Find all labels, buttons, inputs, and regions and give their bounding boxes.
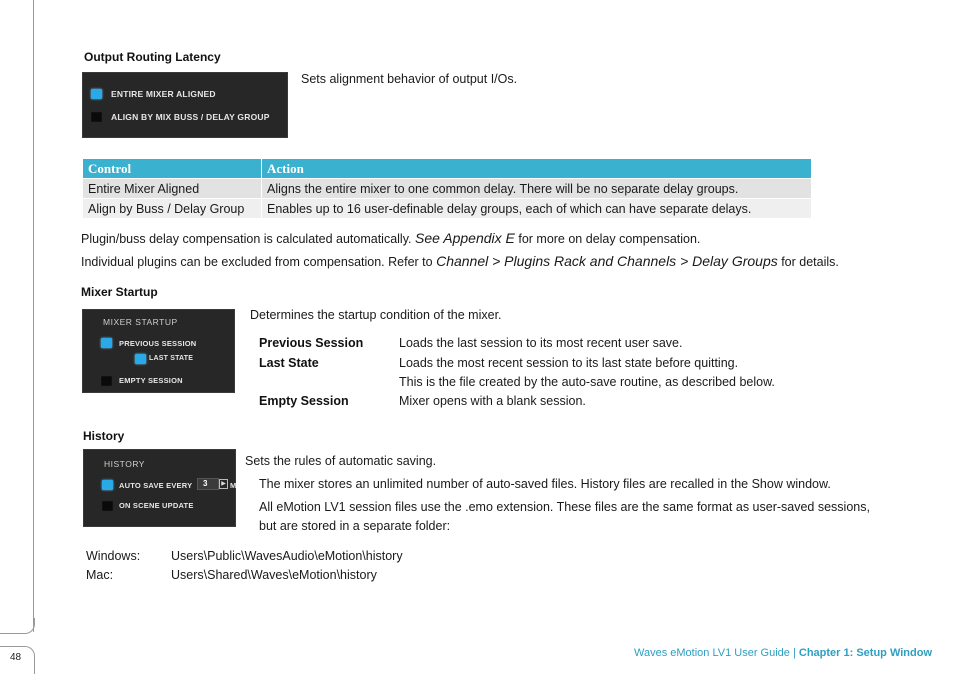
auto-save-led[interactable] <box>102 480 113 490</box>
table-cell-action: Enables up to 16 user-definable delay groups, each of which can have separate delays. <box>262 199 812 219</box>
table-cell-control: Align by Buss / Delay Group <box>83 199 262 219</box>
history-heading: History <box>83 429 125 443</box>
definition-desc: This is the file created by the auto-save routine, as described below. <box>399 375 775 389</box>
history-paragraph-2-line-1: All eMotion LV1 session files use the .emo extension. These files are the same format as user-saved sessions, <box>259 500 870 514</box>
history-panel-title: HISTORY <box>104 459 145 469</box>
definition-desc: Mixer opens with a blank session. <box>399 394 586 408</box>
path-os-label: Mac: <box>86 568 114 582</box>
definition-term: Previous Session <box>259 336 364 350</box>
last-state-led[interactable] <box>135 354 146 364</box>
mixer-startup-panel-title: MIXER STARTUP <box>103 317 178 327</box>
output-routing-panel <box>82 72 288 138</box>
table-row <box>83 179 812 199</box>
margin-curve <box>0 618 35 634</box>
scene-update-led[interactable] <box>102 501 113 511</box>
page-footer <box>634 647 932 659</box>
empty-session-label[interactable]: EMPTY SESSION <box>119 376 183 385</box>
table-cell-action: Aligns the entire mixer to one common delay. There will be no separate delay groups. <box>262 179 812 199</box>
definition-term: Last State <box>259 356 319 370</box>
table-header-control: Control <box>83 159 262 179</box>
align-by-buss-label[interactable]: ALIGN BY MIX BUSS / DELAY GROUP <box>111 112 270 122</box>
auto-save-minutes-field[interactable]: 3 <box>197 478 219 490</box>
compensation-text: for details. <box>777 255 839 269</box>
mixer-startup-heading: Mixer Startup <box>81 285 158 299</box>
table-header-action: Action <box>262 159 812 179</box>
table-row <box>83 199 812 219</box>
footer-guide-title: Waves eMotion LV1 User Guide <box>633 647 790 659</box>
footer-separator: | <box>792 647 796 659</box>
compensation-text: for more on delay compensation. <box>514 232 701 246</box>
scene-update-label[interactable]: ON SCENE UPDATE <box>119 501 194 510</box>
table-cell-control: Entire Mixer Aligned <box>83 179 262 199</box>
compensation-text: Plugin/buss delay compensation is calculated automatically. <box>81 232 415 246</box>
empty-session-led[interactable] <box>101 376 112 386</box>
entire-mixer-aligned-label[interactable]: ENTIRE MIXER ALIGNED <box>111 89 216 99</box>
definition-desc: Loads the last session to its most recent user save. <box>399 336 683 350</box>
control-table <box>82 158 812 219</box>
auto-save-label[interactable]: AUTO SAVE EVERY <box>119 481 193 490</box>
entire-mixer-aligned-led[interactable] <box>91 89 102 99</box>
history-paragraph-2-line-2: but are stored in a separate folder: <box>259 519 451 533</box>
definition-term: Empty Session <box>259 394 349 408</box>
path-value: Users\Public\WavesAudio\eMotion\history <box>171 549 403 563</box>
mixer-startup-description: Determines the startup condition of the mixer. <box>250 308 502 322</box>
previous-session-led[interactable] <box>101 338 112 348</box>
path-os-label: Windows: <box>86 549 141 563</box>
footer-chapter: Chapter 1: Setup Window <box>798 647 932 659</box>
compensation-line-2 <box>81 253 839 269</box>
history-description: Sets the rules of automatic saving. <box>245 454 437 468</box>
stepper-arrow-icon[interactable]: ▶ <box>219 479 228 489</box>
compensation-text: Individual plugins can be excluded from compensation. Refer to <box>81 255 437 269</box>
previous-session-label[interactable]: PREVIOUS SESSION <box>119 339 197 348</box>
page-number: 48 <box>10 652 22 663</box>
mixer-startup-panel <box>82 309 235 393</box>
align-by-buss-led[interactable] <box>91 112 102 122</box>
appendix-reference: See Appendix E <box>414 230 515 246</box>
output-routing-heading: Output Routing Latency <box>84 50 221 64</box>
definition-desc: Loads the most recent session to its last state before quitting. <box>399 356 739 370</box>
table-header-row <box>83 159 812 179</box>
path-value: Users\Shared\Waves\eMotion\history <box>171 568 377 582</box>
history-paragraph-1: The mixer stores an unlimited number of auto-saved files. History files are recalled in the Show window. <box>259 477 831 491</box>
compensation-line-1 <box>81 230 700 246</box>
margin-line <box>33 0 35 632</box>
output-routing-description: Sets alignment behavior of output I/Os. <box>301 72 518 86</box>
history-panel <box>83 449 236 527</box>
delay-groups-reference: Channel > Plugins Rack and Channels > Delay Groups <box>436 253 778 269</box>
auto-save-unit: M <box>230 481 237 490</box>
last-state-label[interactable]: LAST STATE <box>149 355 194 362</box>
